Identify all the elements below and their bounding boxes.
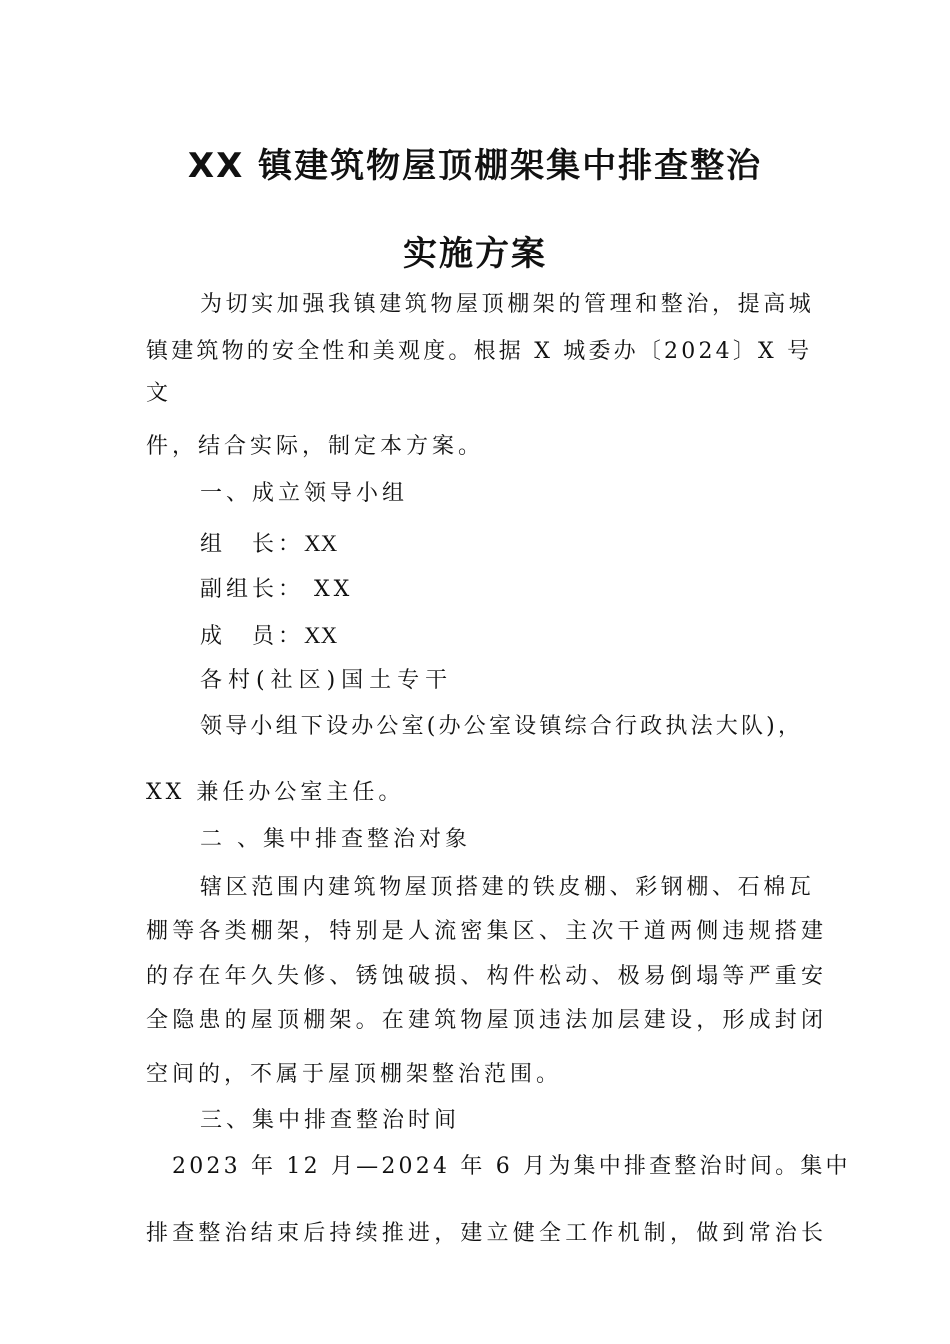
section-2-line-2: 棚等各类棚架，特别是人流密集区、主次干道两侧违规搭建: [146, 919, 828, 944]
leader-value: XX: [304, 531, 338, 556]
intro-line-3: 文: [146, 381, 173, 406]
section-2-line-1: 辖区范围内建筑物屋顶搭建的铁皮棚、彩钢棚、石棉瓦: [200, 875, 815, 900]
intro-line-4: 件，结合实际，制定本方案。: [146, 434, 485, 459]
leader-row: [200, 529, 337, 560]
leader-label: 组 长：: [200, 532, 305, 557]
member-label: 成 员：: [200, 624, 305, 649]
section-3-heading: 三、集中排查整治时间: [200, 1108, 461, 1133]
deputy-row: [200, 575, 353, 605]
section-1-heading: 一、成立领导小组: [200, 481, 409, 506]
section-3-line-1: 2023 年 12 月—2024 年 6 月为集中排查整治时间。集中: [172, 1154, 851, 1179]
office-line-1: 领导小组下设办公室(办公室设镇综合行政执法大队)，: [200, 714, 804, 739]
section-2-line-3: 的存在年久失修、锈蚀破损、构件松动、极易倒塌等严重安: [146, 964, 828, 989]
intro-line-1: 为切实加强我镇建筑物屋顶棚架的管理和整治，提高城: [200, 292, 815, 317]
member-value: XX: [304, 623, 338, 648]
section-2-line-5: 空间的，不属于屋顶棚架整治范围。: [146, 1062, 563, 1087]
member-row: [200, 621, 337, 652]
deputy-label: 副组长：: [200, 577, 305, 602]
document-title-line-1: XX 镇建筑物屋顶棚架集中排查整治: [187, 146, 763, 186]
deputy-value: XX: [314, 577, 354, 602]
intro-line-2: 镇建筑物的安全性和美观度。根据 X 城委办〔2024〕X 号: [146, 339, 813, 364]
section-3-line-2: 排查整治结束后持续推进，建立健全工作机制，做到常治长: [146, 1221, 828, 1246]
member-detail: 各村(社区)国土专干: [200, 668, 454, 693]
office-line-2: XX 兼任办公室主任。: [146, 780, 405, 805]
document-title-line-2: 实施方案: [403, 234, 547, 274]
section-2-heading: 二 、集中排查整治对象: [200, 827, 471, 852]
section-2-line-4: 全隐患的屋顶棚架。在建筑物屋顶违法加层建设，形成封闭: [146, 1008, 828, 1033]
